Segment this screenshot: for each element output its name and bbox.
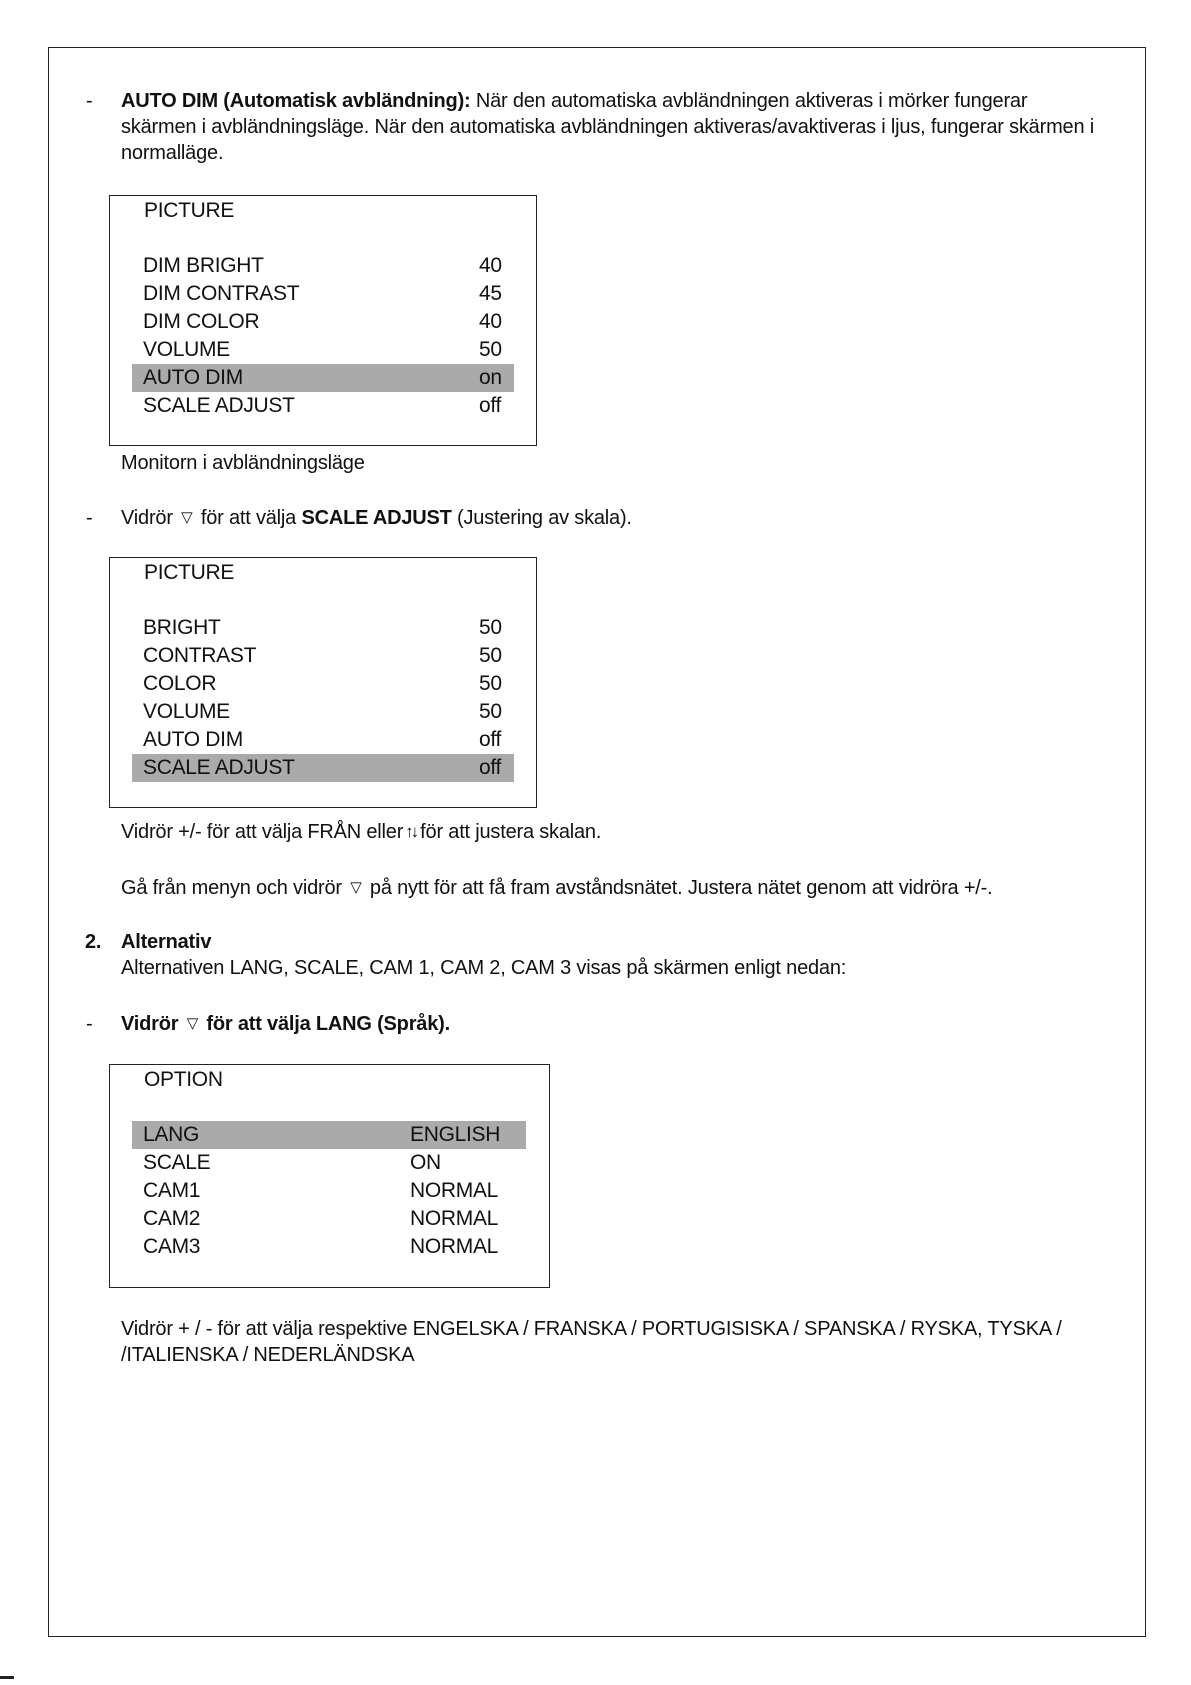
menu-row-label: CONTRAST xyxy=(143,644,257,667)
menu-row-label: BRIGHT xyxy=(143,616,221,639)
menu-row-value: off xyxy=(479,756,502,779)
menu-row-label: AUTO DIM xyxy=(143,728,243,751)
menu-row-label: LANG xyxy=(143,1123,199,1146)
bullet-dash: - xyxy=(86,507,93,529)
grid-text-post: på nytt för att få fram avståndsnätet. Justera nätet genom att vidröra +/-. xyxy=(369,877,993,899)
step-text: (Justering av skala). xyxy=(457,507,632,529)
picture-menu-normal xyxy=(109,557,537,808)
menu-row-label: VOLUME xyxy=(143,700,230,723)
adjust-scale-text xyxy=(121,819,601,845)
menu-row-contrast[interactable] xyxy=(132,642,514,670)
menu-row-value: 40 xyxy=(479,310,502,333)
menu-row-value: 40 xyxy=(479,254,502,277)
down-triangle-icon: ▽ xyxy=(181,509,193,526)
menu-row-scale-adjust-selected[interactable] xyxy=(132,754,514,782)
menu-row-label: SCALE ADJUST xyxy=(143,756,295,779)
menu-row-label: VOLUME xyxy=(143,338,230,361)
step-bold-text: SCALE ADJUST xyxy=(301,507,452,529)
language-options-text xyxy=(121,1316,1131,1368)
auto-dim-heading: AUTO DIM (Automatisk avbländning): xyxy=(121,90,471,112)
menu-row-value: off xyxy=(479,728,502,751)
bullet-dash: - xyxy=(86,1013,93,1035)
menu-row-label: DIM CONTRAST xyxy=(143,282,300,305)
menu-row-volume[interactable] xyxy=(132,698,514,726)
menu-row-value: NORMAL xyxy=(410,1235,499,1258)
menu-row-value: 50 xyxy=(479,672,502,695)
menu-row-value: NORMAL xyxy=(410,1207,499,1230)
menu-row-auto-dim[interactable] xyxy=(132,726,514,754)
menu-row-label: CAM2 xyxy=(143,1207,201,1230)
menu-row-value: 50 xyxy=(479,616,502,639)
menu-row-value: on xyxy=(479,366,502,389)
auto-dim-line1 xyxy=(121,88,1131,114)
scale-adjust-step xyxy=(121,505,632,531)
menu-row-value: 50 xyxy=(479,338,502,361)
up-down-arrows-icon: ↑↓ xyxy=(405,822,417,841)
auto-dim-text: När den automatiska avbländningen aktiveras i mörker fungerar xyxy=(470,90,1028,112)
menu-row-dim-color[interactable] xyxy=(132,308,514,336)
menu-row-bright[interactable] xyxy=(132,614,514,642)
auto-dim-line3: normalläge. xyxy=(121,142,224,164)
menu-row-scale[interactable] xyxy=(132,1149,526,1177)
menu-row-color[interactable] xyxy=(132,670,514,698)
menu-title: PICTURE xyxy=(144,199,235,222)
alternativ-heading: Alternativ xyxy=(121,931,212,953)
down-triangle-icon: ▽ xyxy=(186,1015,199,1032)
grid-text xyxy=(121,875,992,901)
menu-row-value: 50 xyxy=(479,700,502,723)
step-text: för att välja LANG (Språk). xyxy=(206,1013,450,1035)
menu-row-label: DIM COLOR xyxy=(143,310,260,333)
menu-row-value: ON xyxy=(410,1151,441,1174)
menu-row-dim-contrast[interactable] xyxy=(132,280,514,308)
menu1-caption: Monitorn i avbländningsläge xyxy=(121,452,365,474)
auto-dim-paragraph xyxy=(121,88,1131,166)
menu-row-scale-adjust[interactable] xyxy=(132,392,514,420)
adjust-text-pre: Vidrör +/- för att välja FRÅN eller xyxy=(121,821,404,843)
menu-row-lang-selected[interactable] xyxy=(132,1121,526,1149)
menu-row-value: 50 xyxy=(479,644,502,667)
step-text: för att välja xyxy=(200,507,297,529)
language-options-line2: /ITALIENSKA / NEDERLÄNDSKA xyxy=(121,1344,415,1366)
menu-row-value: off xyxy=(479,394,502,417)
menu-row-value: NORMAL xyxy=(410,1179,499,1202)
alternativ-text: Alternativen LANG, SCALE, CAM 1, CAM 2, CAM 3 visas på skärmen enligt nedan: xyxy=(121,957,847,979)
menu-title: PICTURE xyxy=(144,561,235,584)
menu-row-value: ENGLISH xyxy=(410,1123,501,1146)
section-number: 2. xyxy=(85,931,102,953)
menu-row-cam1[interactable] xyxy=(132,1177,526,1205)
picture-menu-dim xyxy=(109,195,537,446)
adjust-text-post: för att justera skalan. xyxy=(420,821,602,843)
menu-title: OPTION xyxy=(144,1068,223,1091)
option-menu xyxy=(109,1064,550,1288)
lang-step xyxy=(121,1011,450,1037)
language-options-line1: Vidrör + / - för att välja respektive ENGELSKA / FRANSKA / PORTUGISISKA / SPANSKA / RYSKA, TYSKA / xyxy=(121,1318,1062,1340)
step-text: Vidrör xyxy=(121,507,173,529)
corner-mark xyxy=(0,1676,14,1679)
menu-row-label: AUTO DIM xyxy=(143,366,243,389)
bullet-dash: - xyxy=(86,90,93,112)
menu-row-label: CAM3 xyxy=(143,1235,201,1258)
step-text: Vidrör xyxy=(121,1013,179,1035)
menu-row-label: SCALE ADJUST xyxy=(143,394,295,417)
menu-row-cam3[interactable] xyxy=(132,1233,526,1261)
menu-row-value: 45 xyxy=(479,282,502,305)
grid-text-pre: Gå från menyn och vidrör xyxy=(121,877,342,899)
menu-row-label: SCALE xyxy=(143,1151,211,1174)
menu-row-label: CAM1 xyxy=(143,1179,201,1202)
auto-dim-line2: skärmen i avbländningsläge. När den automatiska avbländningen aktiveras/avaktiveras i ljus, fungerar skärmen i xyxy=(121,116,1094,138)
menu-row-label: COLOR xyxy=(143,672,217,695)
menu-row-cam2[interactable] xyxy=(132,1205,526,1233)
down-triangle-icon: ▽ xyxy=(350,879,362,896)
menu-row-volume[interactable] xyxy=(132,336,514,364)
menu-row-label: DIM BRIGHT xyxy=(143,254,264,277)
menu-row-dim-bright[interactable] xyxy=(132,252,514,280)
menu-row-auto-dim-selected[interactable] xyxy=(132,364,514,392)
